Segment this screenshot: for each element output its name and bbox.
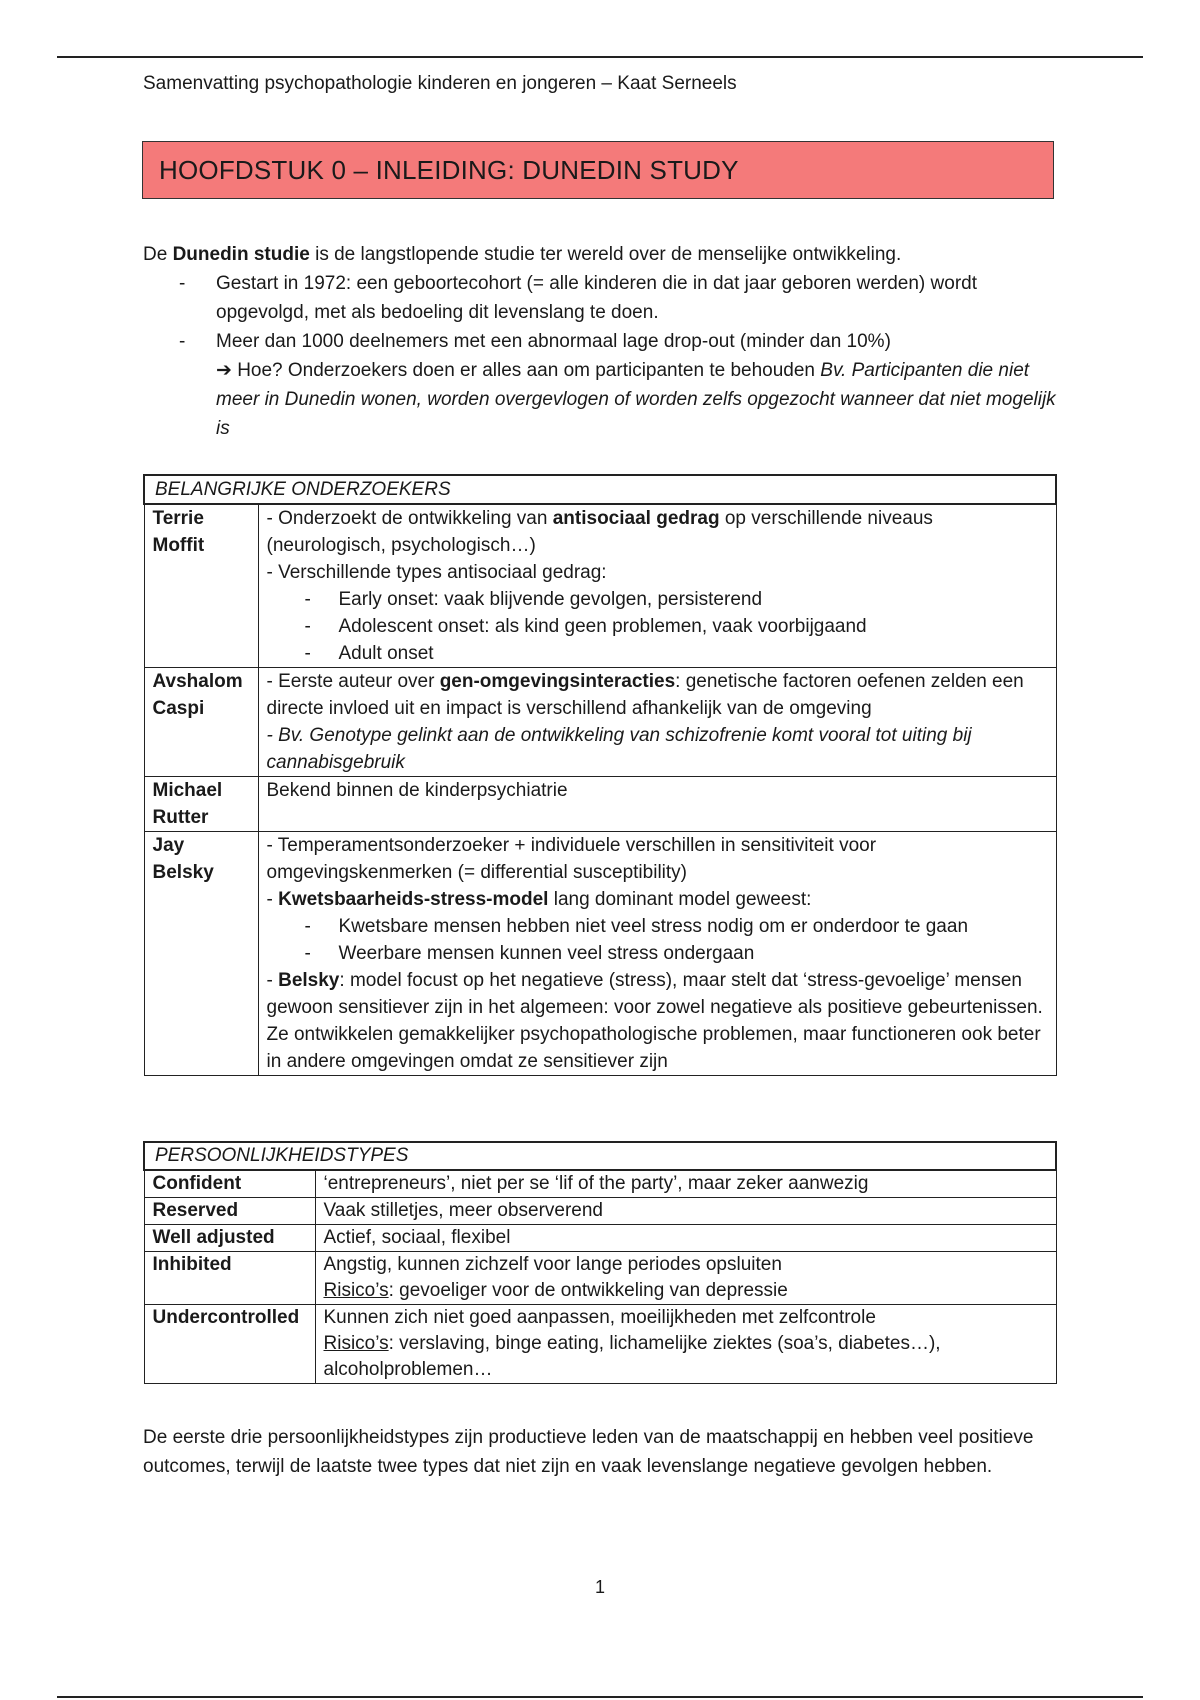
researcher-description: - Onderzoekt de ontwikkeling van antisociaal gedrag op verschillende niveaus (neurologisch, psychologisch…) - Verschillende types antisociaal gedrag: - Early onset: vaak blijvende gevolgen, persisterend - Adolescent onset: als kind geen problemen, vaak voorbijgaand - Adult onset	[258, 504, 1056, 668]
table-row	[144, 1305, 1056, 1384]
personality-type: Undercontrolled	[144, 1305, 315, 1384]
intro-bullets	[143, 269, 1063, 443]
page-number: 1	[594, 1577, 605, 1597]
list-item: - Adolescent onset: als kind geen problemen, vaak voorbijgaand	[267, 613, 1048, 640]
researcher-name: Jay Belsky	[144, 832, 258, 1076]
arrow-note: ➔ Hoe? Onderzoekers doen er alles aan om participanten te behouden Bv. Participanten die niet meer in Dunedin wonen, worden overgevlogen of worden zelfs opgezocht wanneer dat niet mogelijk is	[216, 360, 1056, 439]
bottom-rule	[57, 1696, 1143, 1698]
intro-section	[143, 240, 1063, 443]
table-row	[144, 1225, 1056, 1252]
table-row	[144, 668, 1056, 777]
personality-description: Kunnen zich niet goed aanpassen, moeilijkheden met zelfcontrole Risico’s: verslaving, binge eating, lichamelijke ziektes (soa’s, diabetes…), alcoholproblemen…	[315, 1305, 1056, 1384]
researcher-description: - Eerste auteur over gen-omgevingsinteracties: genetische factoren oefenen zelden een directe invloed uit en impact is verschillend afhankelijk van de omgeving - Bv. Genotype gelinkt aan de ontwikkeling van schizofrenie komt vooral tot uiting bij cannabisgebruik	[258, 668, 1056, 777]
table-row	[144, 1170, 1056, 1198]
list-item: - Early onset: vaak blijvende gevolgen, persisterend	[267, 586, 1048, 613]
top-rule	[57, 56, 1143, 58]
personality-description: Angstig, kunnen zichzelf voor lange periodes opsluiten Risico’s: gevoeliger voor de ontwikkeling van depressie	[315, 1252, 1056, 1305]
intro-paragraph: De Dunedin studie is de langstlopende studie ter wereld over de menselijke ontwikkeling.	[143, 244, 902, 265]
table-row	[144, 832, 1056, 1076]
list-item: - Adult onset	[267, 640, 1048, 667]
list-item: - Kwetsbare mensen hebben niet veel stress nodig om er onderdoor te gaan	[267, 913, 1048, 940]
table-row	[144, 777, 1056, 832]
conclusion-paragraph: De eerste drie persoonlijkheidstypes zijn productieve leden van de maatschappij en hebben veel positieve outcomes, terwijl de laatste twee types dat niet zijn en vaak levenslange negatieve gevolgen hebben.	[143, 1427, 1034, 1477]
table-row	[144, 504, 1056, 668]
researcher-name: Terrie Moffit	[144, 504, 258, 668]
personality-table	[143, 1141, 1057, 1384]
researcher-description: Bekend binnen de kinderpsychiatrie	[258, 777, 1056, 832]
personality-type: Well adjusted	[144, 1225, 315, 1252]
table-row	[144, 1252, 1056, 1305]
personality-description: Vaak stilletjes, meer observerend	[315, 1198, 1056, 1225]
table-row	[144, 1198, 1056, 1225]
researcher-name: Avshalom Caspi	[144, 668, 258, 777]
personality-type: Reserved	[144, 1198, 315, 1225]
personality-type: Confident	[144, 1170, 315, 1198]
document-header: Samenvatting psychopathologie kinderen en jongeren – Kaat Serneels	[143, 73, 737, 94]
personality-description: Actief, sociaal, flexibel	[315, 1225, 1056, 1252]
personality-description: ‘entrepreneurs’, niet per se ‘lif of the party’, maar zeker aanwezig	[315, 1170, 1056, 1198]
researcher-description: - Temperamentsonderzoeker + individuele verschillen in sensitiviteit voor omgevingskenmerken (= differential susceptibility) - Kwetsbaarheids-stress-model lang dominant model geweest: - Kwetsbare mensen hebben niet veel stress nodig om er onderdoor te gaan - Weerbare mensen kunnen veel stress ondergaan - Belsky: model focust op het negatieve (stress), maar stelt dat ‘stress-gevoelige’ mensen gewoon sensitiever zijn in het algemeen: voor zowel negatieve als positieve gebeurtenissen. Ze ontwikkelen gemakkelijker psychopathologische problemen, maar functioneren ook beter in andere omgevingen omdat ze sensitiever zijn	[258, 832, 1056, 1076]
researchers-table	[143, 474, 1057, 1076]
researchers-table-heading: BELANGRIJKE ONDERZOEKERS	[144, 475, 1056, 504]
chapter-title: HOOFDSTUK 0 – INLEIDING: DUNEDIN STUDY	[142, 141, 1054, 199]
list-item: - Meer dan 1000 deelnemers met een abnormaal lage drop-out (minder dan 10%) ➔ Hoe? Onderzoekers doen er alles aan om participanten te behouden Bv. Participanten die niet meer in Dunedin wonen, worden overgevlogen of worden zelfs opgezocht wanneer dat niet mogelijk is	[143, 327, 1063, 443]
personality-table-heading: PERSOONLIJKHEIDSTYPES	[144, 1142, 1056, 1170]
onset-types-list	[267, 586, 1048, 667]
personality-type: Inhibited	[144, 1252, 315, 1305]
researcher-name: Michael Rutter	[144, 777, 258, 832]
list-item: - Gestart in 1972: een geboortecohort (= alle kinderen die in dat jaar geboren werden) wordt opgevolgd, met als bedoeling dit levenslang te doen.	[143, 269, 1063, 327]
list-item: - Weerbare mensen kunnen veel stress ondergaan	[267, 940, 1048, 967]
stress-model-list	[267, 913, 1048, 967]
